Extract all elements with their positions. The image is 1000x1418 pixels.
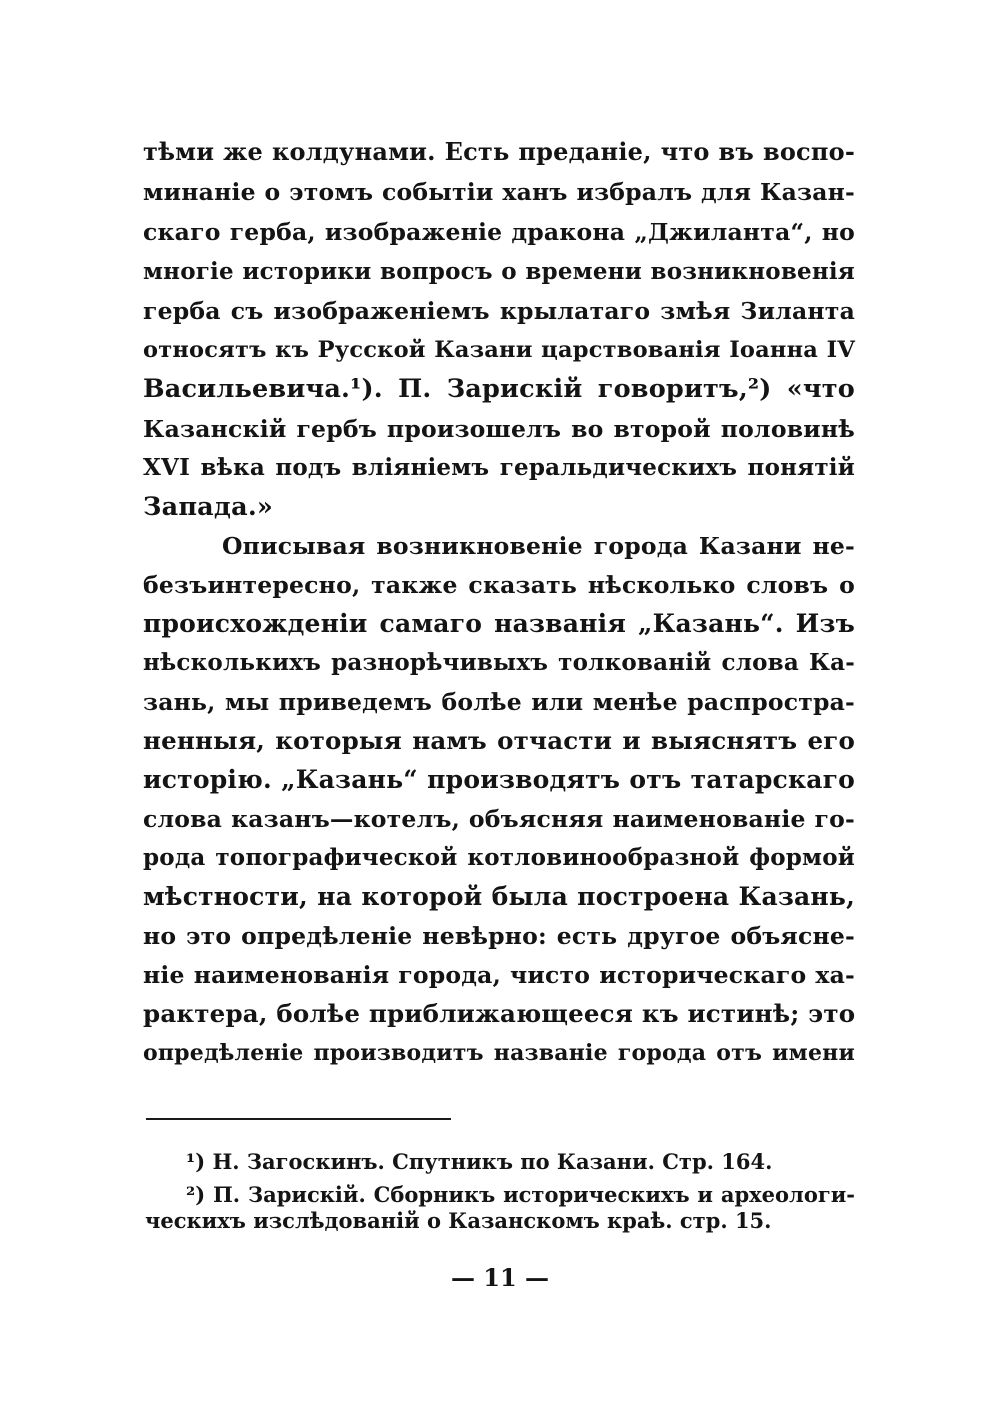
text-line: Казанскій гербъ произошелъ во второй половинѣ [143, 415, 855, 443]
paragraph-start-line: Описывая возникновеніе города Казани не- [222, 532, 855, 560]
text-line: нѣсколькихъ разнорѣчивыхъ толкованій слова Ка- [143, 649, 855, 676]
text-line: безъинтересно, также сказать нѣсколько словъ о [143, 571, 855, 599]
text-line: мѣстности, на которой была построена Казань, [143, 882, 855, 911]
text-line: слова казанъ—котелъ, объясняя наименованіе го- [143, 805, 855, 833]
footnote-2-continuation: ческихъ изслѣдованій о Казанскомъ краѣ. стр. 15. [145, 1208, 772, 1233]
text-line: происхожденіи самаго названія „Казань“. Изъ [143, 609, 855, 638]
page-number: — 11 — [450, 1263, 550, 1292]
text-line: Васильевича.¹). П. Зарискій говоритъ,²) «что [143, 374, 855, 404]
text-line: исторію. „Казань“ производятъ отъ татарскаго [143, 765, 855, 794]
text-line: рода топографической котловинообразной формой [143, 844, 855, 871]
text-line: относятъ къ Русской Казани царствованія Іоанна IV [143, 337, 855, 363]
text-line: ненныя, которыя намъ отчасти и выяснятъ его [143, 726, 855, 755]
text-line: XVI вѣка подъ вліяніемъ геральдическихъ понятій [143, 454, 855, 481]
text-line: но это опредѣленіе невѣрно: есть другое объясне- [143, 922, 855, 950]
text-line: минаніе о этомъ событіи ханъ избралъ для Казан- [143, 178, 855, 206]
footnote-2: ²) П. Зарискій. Сборникъ историческихъ и археологи- [186, 1182, 855, 1207]
text-line: многіе историки вопросъ о времени возникновенія [143, 258, 855, 285]
text-line: рактера, болѣе приближающееся къ истинѣ; это [143, 999, 856, 1028]
footnote-divider [146, 1118, 451, 1120]
text-line: герба съ изображеніемъ крылатаго змѣя Зиланта [143, 297, 855, 325]
text-line: опредѣленіе производитъ названіе города отъ имени [143, 1040, 855, 1066]
text-line: Запада.» [143, 492, 274, 522]
text-line: тѣми же колдунами. Есть преданіе, что въ воспо- [143, 137, 855, 166]
text-line: ніе наименованія города, чисто историческаго ха- [143, 961, 855, 989]
text-line: зань, мы приведемъ болѣе или менѣе распростра- [143, 688, 855, 716]
footnote-1: ¹) Н. Загоскинъ. Спутникъ по Казани. Стр. 164. [186, 1149, 773, 1174]
text-line: скаго герба, изображеніе дракона „Джиланта“, но [143, 218, 855, 246]
